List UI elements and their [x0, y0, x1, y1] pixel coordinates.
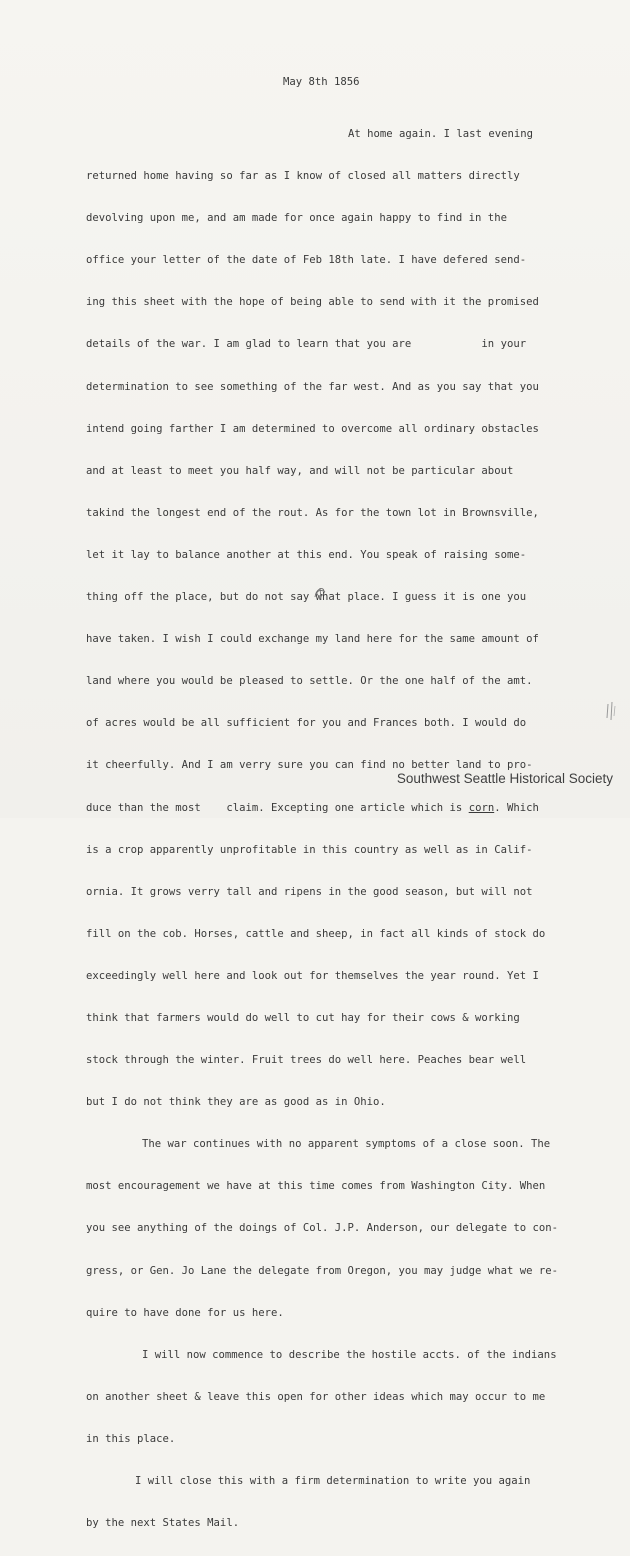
text-line: exceedingly well here and look out for themselves the year round. Yet I	[86, 969, 539, 982]
text-line: in this place.	[86, 1432, 176, 1445]
text-line-corn	[86, 799, 586, 817]
text-line: by the next States Mail.	[86, 1517, 240, 1530]
text-line: devolving upon me, and am made for once again happy to find in the	[86, 212, 507, 225]
text-line: but I do not think they are as good as in Ohio.	[86, 1096, 386, 1109]
text-line: determination to see something of the far west. And as you say that you	[86, 380, 539, 393]
text-segment: . Which	[494, 801, 539, 814]
text-segment: duce than the most claim. Excepting one article which is	[86, 801, 469, 814]
text-line: think that farmers would do well to cut hay for their cows & working	[86, 1011, 520, 1024]
text-line: returned home having so far as I know of closed all matters directly	[86, 170, 520, 183]
text-line: thing off the place, but do not say what place. I guess it is one you	[86, 591, 527, 604]
text-line: it cheerfully. And I am verry sure you can find no better land to pro-	[86, 759, 533, 772]
text-line: most encouragement we have at this time comes from Washington City. When	[86, 1180, 546, 1193]
text-line: stock through the winter. Fruit trees do well here. Peaches bear well	[86, 1054, 527, 1067]
text-line: is a crop apparently unprofitable in this country as well as in Calif-	[86, 843, 533, 856]
letter-date: May 8th 1856	[283, 76, 360, 88]
text-line: office your letter of the date of Feb 18th late. I have defered send-	[86, 254, 527, 267]
text-line: on another sheet & leave this open for other ideas which may occur to me	[86, 1390, 546, 1403]
text-line: The war continues with no apparent symptoms of a close soon. The	[142, 1138, 551, 1151]
text-line: of acres would be all sufficient for you and Frances both. I would do	[86, 717, 527, 730]
underlined-word: corn	[468, 801, 495, 814]
text-line: you see anything of the doings of Col. J.P. Anderson, our delegate to con-	[86, 1222, 558, 1235]
text-line: have taken. I wish I could exchange my land here for the same amount of	[86, 633, 539, 646]
text-line: At home again. I last evening	[348, 128, 533, 140]
text-line: quire to have done for us here.	[86, 1306, 284, 1319]
text-line: takind the longest end of the rout. As for the town lot in Brownsville,	[86, 506, 539, 519]
text-line: fill on the cob. Horses, cattle and sheep, in fact all kinds of stock do	[86, 927, 546, 940]
margin-pencil-mark-icon	[605, 700, 617, 722]
letter-body	[86, 101, 586, 1556]
handwritten-correction-icon	[312, 583, 328, 603]
text-line: and at least to meet you half way, and will not be particular about	[86, 464, 514, 477]
text-line: intend going farther I am determined to overcome all ordinary obstacles	[86, 422, 539, 435]
text-line: let it lay to balance another at this end. You speak of raising some-	[86, 548, 527, 561]
text-line: I will close this with a firm determination to write you again	[135, 1475, 531, 1487]
text-line: land where you would be pleased to settle. Or the one half of the amt.	[86, 675, 533, 688]
text-line: details of the war. I am glad to learn that you are in your	[86, 338, 527, 351]
archive-watermark: Southwest Seattle Historical Society	[396, 771, 613, 786]
text-line: gress, or Gen. Jo Lane the delegate from Oregon, you may judge what we re-	[86, 1264, 558, 1277]
text-line: ing this sheet with the hope of being able to send with it the promised	[86, 296, 539, 309]
text-line: ornia. It grows verry tall and ripens in the good season, but will not	[86, 885, 533, 898]
text-line: I will now commence to describe the hostile accts. of the indians	[142, 1348, 557, 1361]
